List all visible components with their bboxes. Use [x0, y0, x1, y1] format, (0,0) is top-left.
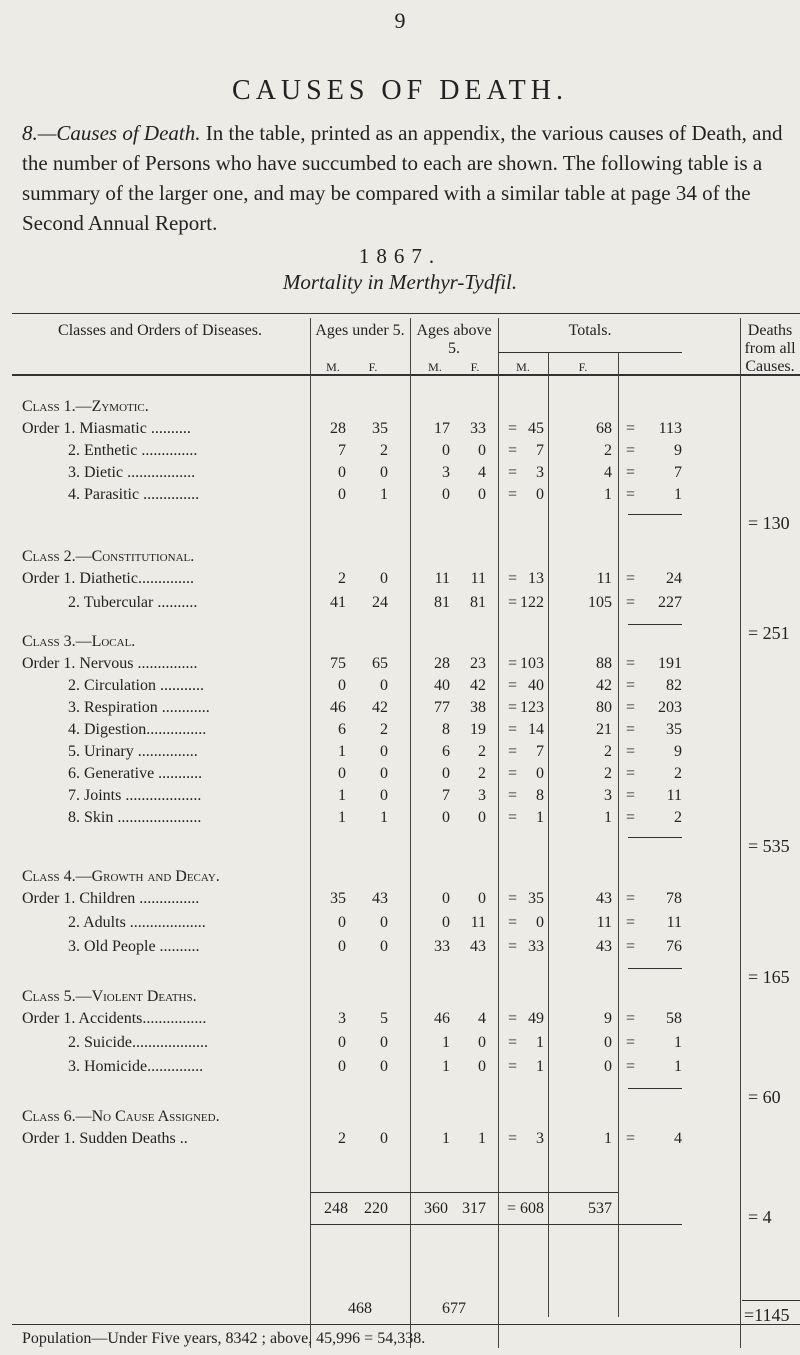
class-subtotal: = 165 [748, 967, 790, 987]
cell-under5-f: 2 [380, 721, 388, 738]
cell-under5-f: 0 [380, 677, 388, 694]
cell-above5-m: 0 [442, 914, 450, 931]
order-label: 4. Digestion............... [68, 721, 207, 738]
cell-above5-m: 81 [434, 594, 450, 611]
cell-above5-f: 38 [470, 699, 486, 716]
order-label: Order 1. Children ............... [22, 890, 200, 907]
cell-above5-f: 11 [470, 914, 486, 931]
sum-under5-m: 248 [324, 1200, 348, 1217]
equals-sign: = [508, 655, 518, 672]
cell-above5-m: 46 [434, 1010, 450, 1027]
cell-under5-m: 3 [338, 1010, 346, 1027]
cell-above5-m: 11 [434, 570, 450, 587]
cell-under5-m: 0 [338, 765, 346, 782]
cell-total: 76 [666, 938, 682, 955]
cell-under5-f: 43 [372, 890, 388, 907]
cell-under5-f: 0 [380, 570, 388, 587]
class-subtotal: = 130 [748, 513, 790, 533]
cell-total: 11 [666, 787, 682, 804]
cell-total-f: 1 [604, 809, 612, 826]
order-label: 2. Tubercular .......... [68, 594, 198, 611]
class-subtotal: = 535 [748, 836, 790, 856]
cell-under5-f: 0 [380, 464, 388, 481]
cell-total-m: 1 [536, 1034, 544, 1051]
cell-total-f: 2 [604, 743, 612, 760]
cell-above5-m: 0 [442, 486, 450, 503]
cell-above5-f: 42 [470, 677, 486, 694]
equals-sign: = [626, 1058, 636, 1075]
order-label: 5. Urinary ............... [68, 743, 198, 760]
cell-above5-m: 0 [442, 442, 450, 459]
cell-under5-m: 0 [338, 486, 346, 503]
cell-under5-m: 46 [330, 699, 346, 716]
header-u5-f: F. [368, 360, 378, 374]
header-deaths: Deaths from all Causes. [744, 322, 796, 375]
page-number: 9 [394, 8, 406, 33]
equals-sign: = [626, 938, 636, 955]
order-label: Order 1. Accidents................ [22, 1010, 207, 1027]
class-title: Class 5.—Violent Deaths. [22, 988, 197, 1005]
cell-total-f: 43 [596, 890, 612, 907]
cell-above5-m: 6 [442, 743, 450, 760]
cell-total-f: 68 [596, 420, 612, 437]
cell-total: 7 [674, 464, 682, 481]
cell-under5-f: 42 [372, 699, 388, 716]
order-label: 2. Circulation ........... [68, 677, 204, 694]
cell-above5-m: 3 [442, 464, 450, 481]
equals-sign: = [508, 699, 518, 716]
class-subtotal: = 60 [748, 1087, 781, 1107]
table-subtitle: Mortality in Merthyr-Tydfil. [282, 270, 518, 294]
cell-total-m: 14 [528, 721, 544, 738]
header-under5: Ages under 5. [315, 322, 405, 339]
order-label: Order 1. Miasmatic .......... [22, 420, 191, 437]
cell-total-f: 80 [596, 699, 612, 716]
equals-sign: = [508, 486, 518, 503]
intro-lead: 8.—Causes of Death. [22, 121, 201, 145]
cell-above5-m: 0 [442, 765, 450, 782]
cell-under5-f: 1 [380, 486, 388, 503]
order-label: Order 1. Sudden Deaths .. [22, 1130, 188, 1147]
sum-above5-m: 360 [424, 1200, 448, 1217]
cell-total: 11 [666, 914, 682, 931]
cell-total-f: 4 [604, 464, 612, 481]
cell-total-m: 0 [536, 914, 544, 931]
cell-under5-m: 35 [330, 890, 346, 907]
cell-above5-m: 1 [442, 1130, 450, 1147]
cell-under5-f: 0 [380, 914, 388, 931]
cell-total: 1 [674, 1058, 682, 1075]
equals-sign: = [626, 420, 636, 437]
class-title: Class 2.—Constitutional. [22, 548, 195, 565]
cell-total-m: 7 [536, 743, 544, 760]
equals-sign: = [626, 809, 636, 826]
equals-sign: = [508, 594, 518, 611]
cell-under5-m: 1 [338, 787, 346, 804]
cell-above5-f: 19 [470, 721, 486, 738]
cell-under5-f: 65 [372, 655, 388, 672]
cell-total-m: 49 [528, 1010, 544, 1027]
order-label: Order 1. Diathetic.............. [22, 570, 194, 587]
equals-sign: = [626, 1130, 636, 1147]
cell-total: 9 [674, 442, 682, 459]
equals-sign: = [626, 1010, 636, 1027]
cell-above5-f: 4 [478, 464, 486, 481]
equals-sign: = [626, 677, 636, 694]
cell-above5-m: 28 [434, 655, 450, 672]
cell-total-f: 11 [596, 570, 612, 587]
header-above5: Ages above 5. [416, 322, 492, 357]
cell-above5-f: 33 [470, 420, 486, 437]
cell-total: 58 [666, 1010, 682, 1027]
cell-above5-f: 2 [478, 765, 486, 782]
cell-above5-m: 7 [442, 787, 450, 804]
header-classes: Classes and Orders of Diseases. [58, 322, 262, 339]
equals-sign: = [626, 655, 636, 672]
cell-total-m: 1 [536, 1058, 544, 1075]
equals-sign: = [508, 464, 518, 481]
cell-under5-f: 35 [372, 420, 388, 437]
cell-above5-m: 17 [434, 420, 450, 437]
cell-total: 24 [666, 570, 682, 587]
cell-under5-m: 7 [338, 442, 346, 459]
cell-total-m: 40 [528, 677, 544, 694]
cell-total-m: 103 [520, 655, 544, 672]
population-footer: Population—Under Five years, 8342 ; above, 45,996 = 54,338. [22, 1330, 426, 1347]
equals-sign: = [508, 1034, 518, 1051]
cell-under5-f: 0 [380, 743, 388, 760]
cell-total-m: 3 [536, 464, 544, 481]
cell-under5-m: 0 [338, 677, 346, 694]
table-year: 1867. [358, 244, 442, 268]
cell-above5-f: 0 [478, 486, 486, 503]
cell-total-m: 33 [528, 938, 544, 955]
cell-above5-f: 23 [470, 655, 486, 672]
cell-total-f: 2 [604, 442, 612, 459]
equals-sign: = [626, 743, 636, 760]
class-title: Class 6.—No Cause Assigned. [22, 1108, 220, 1125]
equals-sign: = [626, 699, 636, 716]
order-label: 2. Adults ................... [68, 914, 206, 931]
cell-total-m: 0 [536, 486, 544, 503]
cell-total: 1 [674, 486, 682, 503]
cell-above5-m: 0 [442, 809, 450, 826]
order-label: 4. Parasitic .............. [68, 486, 200, 503]
cell-total: 35 [666, 721, 682, 738]
cell-above5-m: 40 [434, 677, 450, 694]
cell-under5-m: 0 [338, 1058, 346, 1075]
cell-under5-f: 2 [380, 442, 388, 459]
grand-total: =1145 [744, 1305, 790, 1325]
equals-sign: = [508, 1058, 518, 1075]
equals-sign: = [508, 914, 518, 931]
cell-total: 1 [674, 1034, 682, 1051]
cell-above5-m: 1 [442, 1034, 450, 1051]
sum-total-m: = 608 [506, 1200, 544, 1217]
equals-sign: = [626, 914, 636, 931]
cell-total: 2 [674, 765, 682, 782]
cell-total: 191 [658, 655, 682, 672]
cell-under5-m: 75 [330, 655, 346, 672]
order-label: Order 1. Nervous ............... [22, 655, 198, 672]
equals-sign: = [626, 787, 636, 804]
sum-above5-f: 317 [462, 1200, 486, 1217]
cell-under5-m: 0 [338, 914, 346, 931]
cell-total: 203 [658, 699, 682, 716]
sum-total-f: 537 [588, 1200, 612, 1217]
order-label: 6. Generative ........... [68, 765, 203, 782]
cell-total-m: 8 [536, 787, 544, 804]
equals-sign: = [626, 464, 636, 481]
cell-total-f: 3 [604, 787, 612, 804]
order-label: 2. Enthetic .............. [68, 442, 198, 459]
order-label: 3. Old People .......... [68, 938, 200, 955]
cell-above5-f: 2 [478, 743, 486, 760]
class-title: Class 4.—Growth and Decay. [22, 868, 220, 885]
equals-sign: = [626, 594, 636, 611]
cell-total-m: 13 [528, 570, 544, 587]
cell-above5-m: 1 [442, 1058, 450, 1075]
equals-sign: = [508, 1010, 518, 1027]
page-heading: CAUSES OF DEATH. [232, 75, 568, 106]
cell-above5-m: 33 [434, 938, 450, 955]
cell-total: 78 [666, 890, 682, 907]
equals-sign: = [508, 809, 518, 826]
cell-total-f: 1 [604, 486, 612, 503]
cell-total-f: 88 [596, 655, 612, 672]
cell-total-m: 1 [536, 809, 544, 826]
cell-total-m: 123 [520, 699, 544, 716]
cell-total-f: 105 [588, 594, 612, 611]
equals-sign: = [626, 1034, 636, 1051]
equals-sign: = [626, 486, 636, 503]
cell-above5-f: 1 [478, 1130, 486, 1147]
cell-above5-f: 0 [478, 442, 486, 459]
cell-total-f: 21 [596, 721, 612, 738]
equals-sign: = [626, 721, 636, 738]
cell-under5-f: 0 [380, 1058, 388, 1075]
cell-above5-f: 43 [470, 938, 486, 955]
header-a5-m: M. [428, 360, 442, 374]
sum-under5: 468 [348, 1300, 372, 1317]
header-totals: Totals. [568, 322, 612, 339]
equals-sign: = [508, 765, 518, 782]
order-label: 3. Homicide.............. [68, 1058, 204, 1075]
class-subtotal: = 251 [748, 623, 790, 643]
order-label: 2. Suicide................... [68, 1034, 208, 1051]
cell-under5-m: 0 [338, 938, 346, 955]
cell-total-f: 43 [596, 938, 612, 955]
header-a5-f: F. [470, 360, 480, 374]
cell-above5-m: 8 [442, 721, 450, 738]
cell-above5-m: 0 [442, 890, 450, 907]
cell-above5-f: 4 [478, 1010, 486, 1027]
equals-sign: = [508, 1130, 518, 1147]
cell-above5-f: 0 [478, 890, 486, 907]
cell-above5-f: 0 [478, 1034, 486, 1051]
cell-total-f: 11 [596, 914, 612, 931]
cell-total-f: 2 [604, 765, 612, 782]
class-subtotal: = 4 [748, 1207, 772, 1227]
cell-under5-f: 1 [380, 809, 388, 826]
equals-sign: = [508, 420, 518, 437]
cell-total-m: 7 [536, 442, 544, 459]
cell-under5-m: 2 [338, 570, 346, 587]
cell-under5-m: 1 [338, 809, 346, 826]
cell-under5-f: 0 [380, 1034, 388, 1051]
cell-under5-m: 6 [338, 721, 346, 738]
cell-total: 9 [674, 743, 682, 760]
sum-above5: 677 [442, 1300, 466, 1317]
cell-under5-m: 0 [338, 1034, 346, 1051]
header-tot-m: M. [516, 360, 530, 374]
equals-sign: = [508, 743, 518, 760]
cell-total: 2 [674, 809, 682, 826]
cell-above5-m: 77 [434, 699, 450, 716]
equals-sign: = [626, 442, 636, 459]
cell-under5-m: 1 [338, 743, 346, 760]
cell-total-f: 0 [604, 1034, 612, 1051]
cell-under5-m: 28 [330, 420, 346, 437]
cell-total-f: 9 [604, 1010, 612, 1027]
cell-total-f: 1 [604, 1130, 612, 1147]
cell-above5-f: 3 [478, 787, 486, 804]
cell-under5-f: 24 [372, 594, 388, 611]
cell-above5-f: 11 [470, 570, 486, 587]
cell-total-m: 122 [520, 594, 544, 611]
cell-total-m: 3 [536, 1130, 544, 1147]
cell-total: 227 [658, 594, 682, 611]
equals-sign: = [626, 765, 636, 782]
cell-total-f: 0 [604, 1058, 612, 1075]
cell-total-m: 0 [536, 765, 544, 782]
cell-total: 82 [666, 677, 682, 694]
equals-sign: = [508, 890, 518, 907]
cell-above5-f: 0 [478, 1058, 486, 1075]
sum-under5-f: 220 [364, 1200, 388, 1217]
cell-above5-f: 81 [470, 594, 486, 611]
equals-sign: = [508, 442, 518, 459]
cell-under5-f: 5 [380, 1010, 388, 1027]
equals-sign: = [508, 677, 518, 694]
equals-sign: = [508, 570, 518, 587]
header-tot-f: F. [578, 360, 588, 374]
equals-sign: = [508, 938, 518, 955]
intro-text: In the table, printed as an appendix, the various causes of Death, and the number of Persons who have succumbed to each are shown. The following table is a summary of the larger one, and may be compared with a similar table at page 34 of the Second Annual Report. [22, 121, 783, 235]
order-label: 3. Dietic ................. [68, 464, 196, 481]
cell-under5-f: 0 [380, 1130, 388, 1147]
cell-above5-f: 0 [478, 809, 486, 826]
cell-under5-m: 41 [330, 594, 346, 611]
header-u5-m: M. [326, 360, 340, 374]
order-label: 8. Skin ..................... [68, 809, 202, 826]
class-title: Class 3.—Local. [22, 633, 136, 650]
order-label: 7. Joints ................... [68, 787, 202, 804]
class-title: Class 1.—Zymotic. [22, 398, 149, 415]
cell-total: 4 [674, 1130, 682, 1147]
equals-sign: = [508, 787, 518, 804]
order-label: 3. Respiration ............ [68, 699, 210, 716]
cell-under5-f: 0 [380, 765, 388, 782]
cell-under5-f: 0 [380, 787, 388, 804]
cell-under5-f: 0 [380, 938, 388, 955]
cell-under5-m: 0 [338, 464, 346, 481]
cell-total: 113 [658, 420, 682, 437]
cell-total-f: 42 [596, 677, 612, 694]
cell-under5-m: 2 [338, 1130, 346, 1147]
equals-sign: = [626, 570, 636, 587]
equals-sign: = [626, 890, 636, 907]
cell-total-m: 45 [528, 420, 544, 437]
equals-sign: = [508, 721, 518, 738]
cell-total-m: 35 [528, 890, 544, 907]
